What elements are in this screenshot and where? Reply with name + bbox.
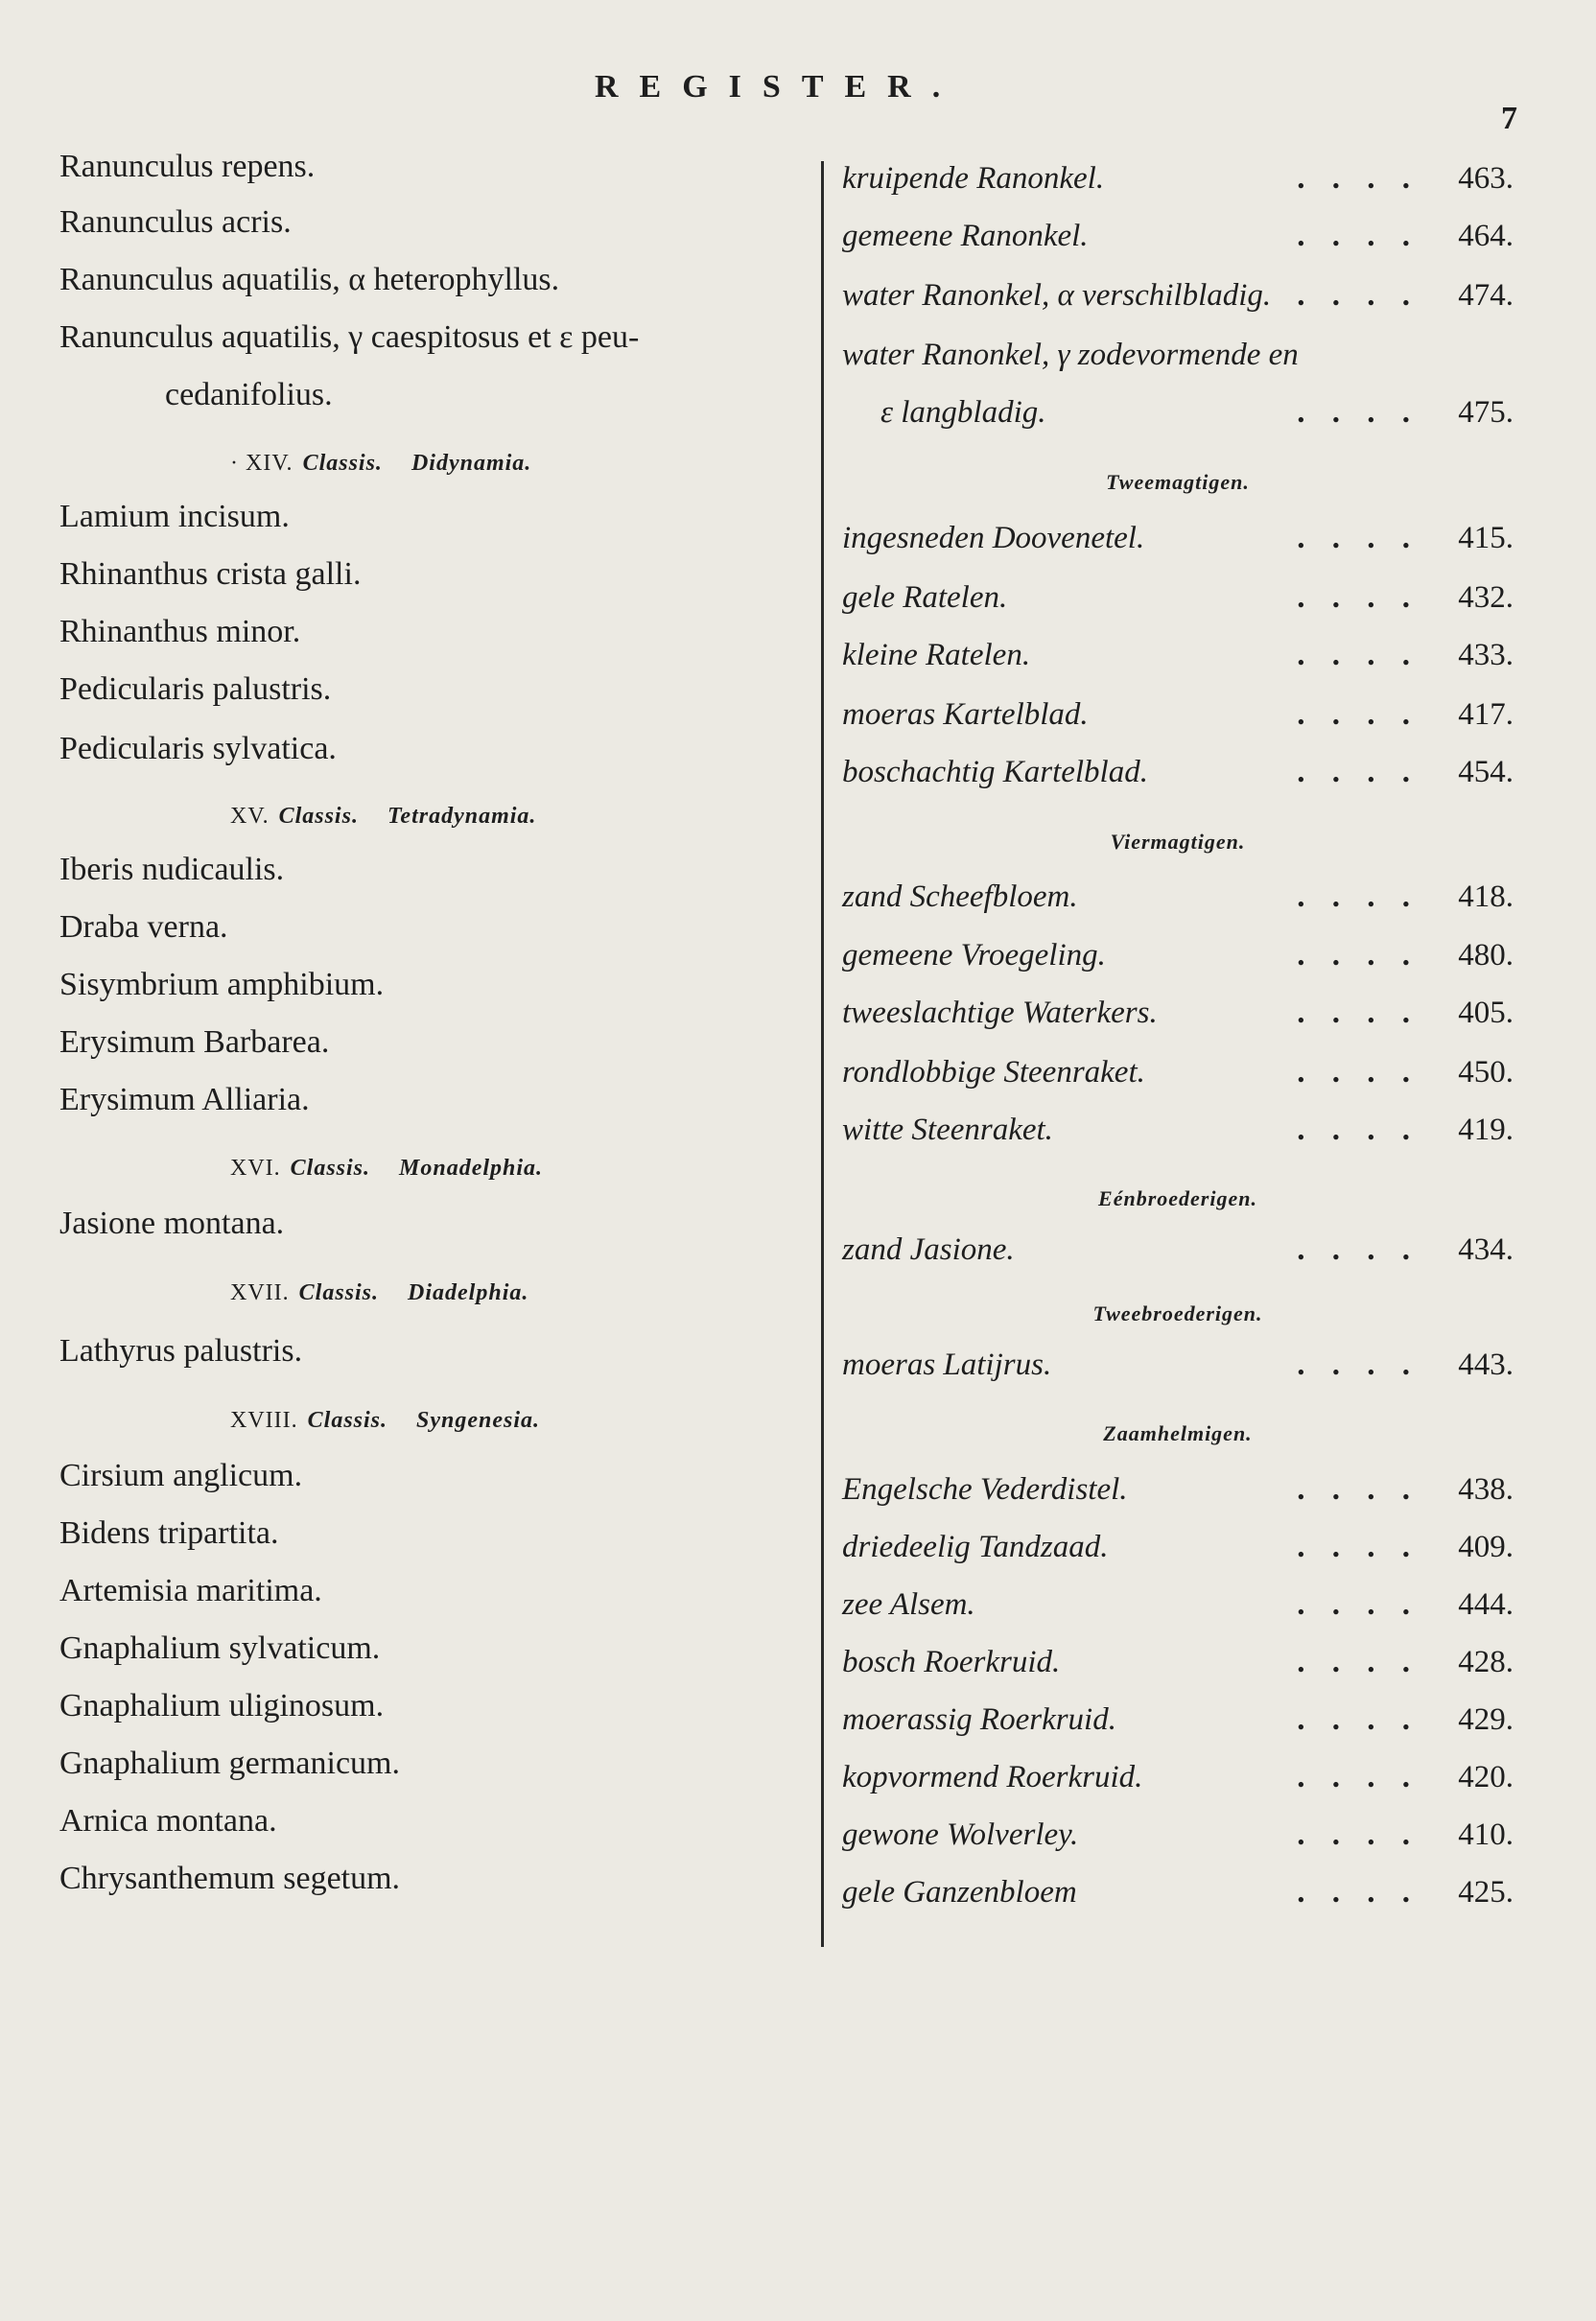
latin-entry: Lamium incisum. bbox=[59, 499, 290, 534]
entry-name: moerassig Roerkruid. bbox=[842, 1702, 1116, 1737]
leader-dots: . . . . bbox=[1297, 395, 1420, 430]
latin-entry: Erysimum Alliaria. bbox=[59, 1082, 310, 1117]
dutch-entry bbox=[842, 395, 1514, 437]
latin-entry: Cirsium anglicum. bbox=[59, 1458, 303, 1493]
class-heading bbox=[230, 804, 536, 830]
latin-entry: Draba verna. bbox=[59, 909, 228, 945]
dutch-entry bbox=[842, 938, 1514, 980]
leader-dots: . . . . bbox=[1297, 161, 1420, 196]
class-name: Didynamia. bbox=[411, 451, 532, 476]
entry-page-number: 409. bbox=[1458, 1530, 1514, 1564]
class-heading bbox=[230, 1156, 543, 1182]
dutch-entry bbox=[842, 879, 1514, 922]
dutch-entry bbox=[842, 278, 1514, 320]
entry-name: Engelsche Vederdistel. bbox=[842, 1472, 1128, 1507]
section-heading: Viermagtigen. bbox=[1110, 830, 1246, 854]
entry-name: moeras Kartelblad. bbox=[842, 697, 1089, 732]
entry-page-number: 410. bbox=[1458, 1817, 1514, 1852]
leader-dots: . . . . bbox=[1297, 1587, 1420, 1622]
entry-name: driedeelig Tandzaad. bbox=[842, 1530, 1109, 1564]
entry-page-number: 464. bbox=[1458, 219, 1514, 253]
leader-dots: . . . . bbox=[1297, 638, 1420, 672]
entry-name: witte Steenraket. bbox=[842, 1113, 1053, 1147]
dutch-entry bbox=[842, 1530, 1514, 1572]
leader-dots: . . . . bbox=[1297, 1348, 1420, 1382]
entry-name: kleine Ratelen. bbox=[842, 638, 1031, 672]
leader-dots: . . . . bbox=[1297, 1760, 1420, 1794]
class-heading bbox=[230, 1280, 528, 1306]
entry-page-number: 432. bbox=[1458, 580, 1514, 615]
dutch-entry bbox=[842, 338, 1514, 380]
dutch-entry bbox=[842, 1587, 1514, 1629]
entry-page-number: 420. bbox=[1458, 1760, 1514, 1794]
class-name: Tetradynamia. bbox=[387, 804, 537, 829]
latin-entry: Arnica montana. bbox=[59, 1803, 277, 1839]
leader-dots: . . . . bbox=[1297, 1875, 1420, 1910]
dutch-entry bbox=[842, 1645, 1514, 1687]
class-name: Diadelphia. bbox=[408, 1280, 529, 1305]
leader-dots: . . . . bbox=[1297, 879, 1420, 914]
classis-label: Classis. bbox=[278, 804, 359, 829]
dutch-entry bbox=[842, 1055, 1514, 1097]
latin-entry: Gnaphalium sylvaticum. bbox=[59, 1630, 381, 1666]
latin-entry: cedanifolius. bbox=[165, 377, 333, 412]
latin-entry: Erysimum Barbarea. bbox=[59, 1024, 330, 1060]
dutch-entry bbox=[842, 521, 1514, 563]
entry-page-number: 475. bbox=[1458, 395, 1514, 430]
entry-page-number: 434. bbox=[1458, 1232, 1514, 1267]
entry-name: gewone Wolverley. bbox=[842, 1817, 1079, 1852]
dutch-entry bbox=[842, 1232, 1514, 1275]
leader-dots: . . . . bbox=[1297, 1232, 1420, 1267]
entry-name: kruipende Ranonkel. bbox=[842, 161, 1105, 196]
dutch-entry bbox=[842, 996, 1514, 1038]
entry-name: zand Jasione. bbox=[842, 1232, 1015, 1267]
entry-page-number: 419. bbox=[1458, 1113, 1514, 1147]
latin-entry: Bidens tripartita. bbox=[59, 1515, 279, 1551]
entry-name: water Ranonkel, γ zodevormende en bbox=[842, 338, 1299, 372]
column-divider bbox=[821, 161, 824, 1947]
latin-entry: Ranunculus aquatilis, α heterophyllus. bbox=[59, 262, 560, 297]
dutch-entry bbox=[842, 697, 1514, 739]
latin-entry: Ranunculus repens. bbox=[59, 149, 316, 184]
class-heading bbox=[230, 1408, 540, 1434]
page-number: 7 bbox=[1501, 101, 1517, 136]
entry-page-number: 474. bbox=[1458, 278, 1514, 313]
entry-page-number: 480. bbox=[1458, 938, 1514, 973]
entry-name: gele Ratelen. bbox=[842, 580, 1008, 615]
leader-dots: . . . . bbox=[1297, 1055, 1420, 1090]
leader-dots: . . . . bbox=[1297, 1645, 1420, 1679]
entry-name: zand Scheefbloem. bbox=[842, 879, 1078, 914]
entry-page-number: 443. bbox=[1458, 1348, 1514, 1382]
leader-dots: . . . . bbox=[1297, 697, 1420, 732]
latin-entry: Sisymbrium amphibium. bbox=[59, 967, 385, 1002]
entry-name: zee Alsem. bbox=[842, 1587, 975, 1622]
latin-entry: Pedicularis sylvatica. bbox=[59, 731, 337, 766]
entry-name: moeras Latijrus. bbox=[842, 1348, 1052, 1382]
entry-page-number: 450. bbox=[1458, 1055, 1514, 1090]
entry-page-number: 454. bbox=[1458, 755, 1514, 789]
entry-page-number: 433. bbox=[1458, 638, 1514, 672]
class-number: XVI. bbox=[230, 1156, 281, 1181]
leader-dots: . . . . bbox=[1297, 1817, 1420, 1852]
entry-page-number: 425. bbox=[1458, 1875, 1514, 1910]
dutch-entry bbox=[842, 1817, 1514, 1860]
latin-entry: Jasione montana. bbox=[59, 1206, 285, 1241]
leader-dots: . . . . bbox=[1297, 1702, 1420, 1737]
section-heading: Eénbroederigen. bbox=[1098, 1186, 1257, 1210]
class-number: XV. bbox=[230, 804, 270, 829]
entry-page-number: 429. bbox=[1458, 1702, 1514, 1737]
entry-page-number: 463. bbox=[1458, 161, 1514, 196]
entry-name: ingesneden Doovenetel. bbox=[842, 521, 1145, 555]
dutch-entry bbox=[842, 1760, 1514, 1802]
dutch-entry bbox=[842, 1875, 1514, 1917]
latin-entry: Gnaphalium germanicum. bbox=[59, 1746, 401, 1781]
dutch-entry bbox=[842, 755, 1514, 797]
class-name: Syngenesia. bbox=[416, 1408, 541, 1433]
latin-entry: Ranunculus acris. bbox=[59, 204, 292, 240]
leader-dots: . . . . bbox=[1297, 521, 1420, 555]
dutch-entry bbox=[842, 1472, 1514, 1514]
entry-name: gemeene Ranonkel. bbox=[842, 219, 1089, 253]
page-title: REGISTER. bbox=[595, 69, 962, 105]
entry-page-number: 438. bbox=[1458, 1472, 1514, 1507]
leader-dots: . . . . bbox=[1297, 755, 1420, 789]
latin-entry: Lathyrus palustris. bbox=[59, 1333, 303, 1369]
leader-dots: . . . . bbox=[1297, 580, 1420, 615]
latin-entry: Rhinanthus crista galli. bbox=[59, 556, 362, 592]
dutch-entry bbox=[842, 1702, 1514, 1745]
entry-page-number: 428. bbox=[1458, 1645, 1514, 1679]
entry-name: boschachtig Kartelblad. bbox=[842, 755, 1148, 789]
leader-dots: . . . . bbox=[1297, 1530, 1420, 1564]
leader-dots: . . . . bbox=[1297, 1472, 1420, 1507]
entry-name: gemeene Vroegeling. bbox=[842, 938, 1106, 973]
entry-page-number: 415. bbox=[1458, 521, 1514, 555]
latin-entry: Gnaphalium uliginosum. bbox=[59, 1688, 385, 1723]
section-heading: Zaamhelmigen. bbox=[1103, 1421, 1253, 1445]
entry-name: bosch Roerkruid. bbox=[842, 1645, 1061, 1679]
classis-label: Classis. bbox=[302, 451, 383, 476]
class-number: XVIII. bbox=[230, 1408, 298, 1433]
latin-entry: Chrysanthemum segetum. bbox=[59, 1861, 401, 1896]
leader-dots: . . . . bbox=[1297, 1113, 1420, 1147]
entry-name: water Ranonkel, α verschilbladig. bbox=[842, 278, 1272, 313]
section-heading: Tweemagtigen. bbox=[1106, 470, 1250, 494]
classis-label: Classis. bbox=[307, 1408, 388, 1433]
section-heading: Tweebroederigen. bbox=[1092, 1301, 1263, 1325]
latin-entry: Rhinanthus minor. bbox=[59, 614, 301, 649]
latin-entry: Artemisia maritima. bbox=[59, 1573, 322, 1608]
entry-name: kopvormend Roerkruid. bbox=[842, 1760, 1143, 1794]
dutch-entry bbox=[842, 161, 1514, 203]
classis-label: Classis. bbox=[298, 1280, 380, 1305]
latin-entry: Iberis nudicaulis. bbox=[59, 852, 285, 887]
latin-entry: Pedicularis palustris. bbox=[59, 671, 332, 707]
leader-dots: . . . . bbox=[1297, 996, 1420, 1030]
dutch-entry bbox=[842, 580, 1514, 622]
leader-dots: . . . . bbox=[1297, 278, 1420, 313]
dutch-entry bbox=[842, 1113, 1514, 1155]
class-heading bbox=[230, 451, 531, 477]
entry-page-number: 444. bbox=[1458, 1587, 1514, 1622]
entry-page-number: 405. bbox=[1458, 996, 1514, 1030]
leader-dots: . . . . bbox=[1297, 219, 1420, 253]
classis-label: Classis. bbox=[290, 1156, 371, 1181]
class-number: · XIV. bbox=[230, 451, 293, 476]
class-number: XVII. bbox=[230, 1280, 290, 1305]
class-name: Monadelphia. bbox=[399, 1156, 544, 1181]
entry-page-number: 418. bbox=[1458, 879, 1514, 914]
latin-entry: Ranunculus aquatilis, γ caespitosus et ε peu- bbox=[59, 319, 640, 355]
entry-name: rondlobbige Steenraket. bbox=[842, 1055, 1145, 1090]
entry-page-number: 417. bbox=[1458, 697, 1514, 732]
entry-name: ε langbladig. bbox=[880, 395, 1046, 430]
dutch-entry bbox=[842, 638, 1514, 680]
entry-name: tweeslachtige Waterkers. bbox=[842, 996, 1158, 1030]
leader-dots: . . . . bbox=[1297, 938, 1420, 973]
dutch-entry bbox=[842, 219, 1514, 261]
entry-name: gele Ganzenbloem bbox=[842, 1875, 1077, 1910]
dutch-entry bbox=[842, 1348, 1514, 1390]
